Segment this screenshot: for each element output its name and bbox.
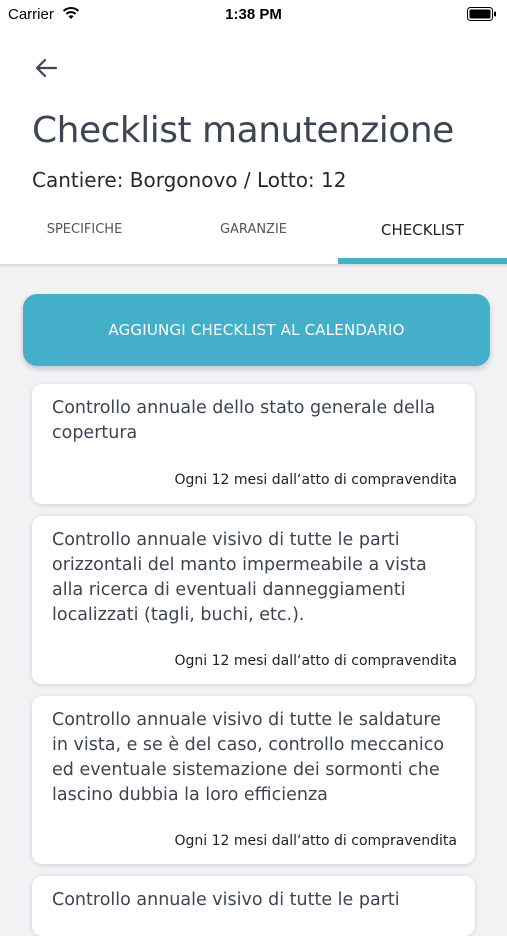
battery-icon	[467, 7, 497, 21]
checklist-card-frequency: Ogni 12 mesi dall‘atto di compravendita	[174, 653, 457, 669]
page-title: Checklist manutenzione	[32, 110, 454, 151]
carrier-label: Carrier	[8, 6, 54, 23]
header-divider	[0, 264, 507, 268]
status-bar	[0, 0, 507, 30]
add-checklist-to-calendar-button[interactable]: AGGIUNGI CHECKLIST AL CALENDARIO	[23, 294, 490, 366]
back-arrow-icon[interactable]	[30, 52, 62, 84]
checklist-card-frequency: Ogni 12 mesi dall‘atto di compravendita	[174, 833, 457, 849]
tab-bar	[0, 212, 507, 264]
checklist-card-text: Controllo annuale visivo di tutte le parti	[52, 890, 400, 910]
tab-garanzie[interactable]: GARANZIE	[219, 222, 288, 237]
header	[0, 30, 507, 264]
checklist-card-text: Controllo annuale dello stato generale della copertura	[52, 398, 436, 443]
status-time: 1:38 PM	[225, 6, 282, 23]
tab-checklist[interactable]: CHECKLIST	[380, 221, 464, 239]
page-subtitle: Cantiere: Borgonovo / Lotto: 12	[32, 168, 347, 192]
checklist-card-text: Controllo annuale visivo di tutte le saldature in vista, e se è del caso, controllo meccanico ed eventuale sistemazione dei sormonti che lascino dubbia la loro efficienza	[52, 710, 445, 805]
checklist-card[interactable]	[32, 876, 475, 936]
tab-specifiche[interactable]: SPECIFICHE	[46, 222, 123, 237]
checklist-card[interactable]	[32, 696, 475, 864]
checklist-card[interactable]	[32, 384, 475, 504]
checklist-card-text: Controllo annuale visivo di tutte le parti orizzontali del manto impermeabile a vista alla ricerca di eventuali danneggiamenti localizzati (tagli, buchi, etc.).	[52, 530, 427, 625]
checklist-card-frequency: Ogni 12 mesi dall‘atto di compravendita	[174, 472, 457, 488]
checklist-card[interactable]	[32, 516, 475, 684]
